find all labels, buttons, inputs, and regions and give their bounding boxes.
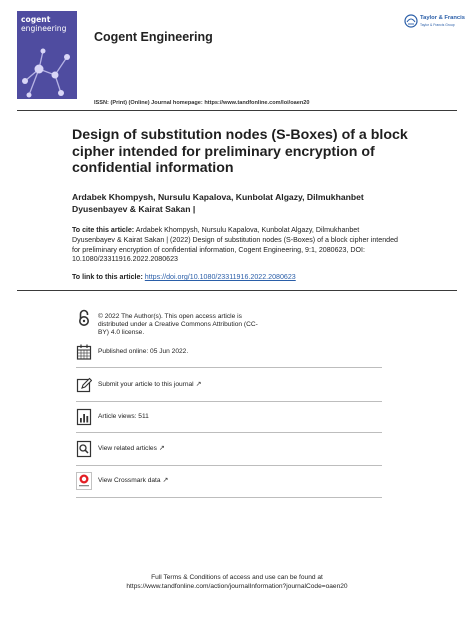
journal-homepage-link[interactable]: https://www.tandfonline.com/loi/oaen20 xyxy=(204,100,310,106)
edit-pencil-icon xyxy=(76,376,92,394)
open-access-icon xyxy=(76,309,92,327)
terms-footer-line1: Full Terms & Conditions of access and use can be found at xyxy=(151,574,323,581)
citation-block xyxy=(72,226,402,265)
info-divider xyxy=(76,465,382,466)
article-link-line xyxy=(72,273,296,281)
article-authors: Ardabek Khompysh, Nursulu Kapalova, Kunbolat Algazy, Dilmukhanbet Dyusenbayev & Kairat Sakan | xyxy=(72,192,364,214)
crossmark-label: View Crossmark data xyxy=(98,477,161,484)
journal-title[interactable]: Cogent Engineering xyxy=(94,30,213,44)
article-views-row xyxy=(76,408,376,426)
journal-cover-thumbnail xyxy=(17,11,77,99)
bar-chart-icon xyxy=(76,408,92,426)
cover-brand-line1: cogent xyxy=(21,15,51,24)
info-divider xyxy=(76,497,382,498)
external-link-icon: ↗ xyxy=(158,445,165,452)
publisher-logo[interactable] xyxy=(404,14,464,38)
citation-text: Ardabek Khompysh, Nursulu Kapalova, Kunbolat Algazy, Dilmukhanbet Dyusenbayev & Kairat Sakan | (2022) Design of substitution nodes (S-Boxes) of a block cipher intended for preliminary encryption of confidential information, Cogent Engineering, 9:1, 2080623, DOI: 10.1080/23311916.2022.2080623 xyxy=(72,226,398,264)
info-divider xyxy=(76,367,382,368)
issn-line xyxy=(94,100,310,106)
submit-article-label: Submit your article to this journal xyxy=(98,381,194,388)
header-divider xyxy=(17,110,457,111)
related-articles-row[interactable] xyxy=(76,440,376,458)
publisher-logo-icon xyxy=(404,14,418,28)
external-link-icon: ↗ xyxy=(162,477,169,484)
calendar-icon xyxy=(76,343,92,361)
article-doi-link[interactable]: https://doi.org/10.1080/23311916.2022.2080623 xyxy=(144,273,296,281)
cover-network-art xyxy=(17,41,77,99)
crossmark-row[interactable] xyxy=(76,472,376,490)
magnifier-document-icon xyxy=(76,440,92,458)
article-link-label: To link to this article: xyxy=(72,273,143,281)
terms-footer-link[interactable]: https://www.tandfonline.com/action/journalInformation?journalCode=oaen20 xyxy=(126,582,348,590)
open-access-license xyxy=(76,309,376,339)
published-date-text: Published online: 05 Jun 2022. xyxy=(98,348,189,355)
terms-footer xyxy=(0,574,474,591)
submit-article-link[interactable] xyxy=(98,381,318,389)
crossmark-icon xyxy=(76,472,92,490)
published-date-row xyxy=(76,343,376,361)
cover-brand xyxy=(21,15,66,33)
crossmark-link[interactable] xyxy=(98,477,298,485)
article-divider xyxy=(17,290,457,291)
related-articles-label: View related articles xyxy=(98,445,157,452)
publisher-name: Taylor & Francis xyxy=(420,15,465,21)
citation-label: To cite this article: xyxy=(72,226,135,234)
external-link-icon: ↗ xyxy=(195,381,202,388)
info-divider xyxy=(76,432,382,433)
article-views-text: Article views: 511 xyxy=(98,413,149,420)
license-text: © 2022 The Author(s). This open access article is distributed under a Creative Commons Attribution (CC-BY) 4.0 license. xyxy=(98,313,258,337)
submit-article-row[interactable] xyxy=(76,376,376,394)
cover-brand-line2: engineering xyxy=(21,24,67,33)
article-title: Design of substitution nodes (S-Boxes) of a block cipher intended for preliminary encryption of confidential information xyxy=(72,127,408,177)
publisher-tagline: Taylor & Francis Group xyxy=(420,23,455,27)
related-articles-link[interactable] xyxy=(98,445,298,453)
issn-label: ISSN: (Print) (Online) Journal homepage: xyxy=(94,100,203,106)
info-divider xyxy=(76,401,382,402)
